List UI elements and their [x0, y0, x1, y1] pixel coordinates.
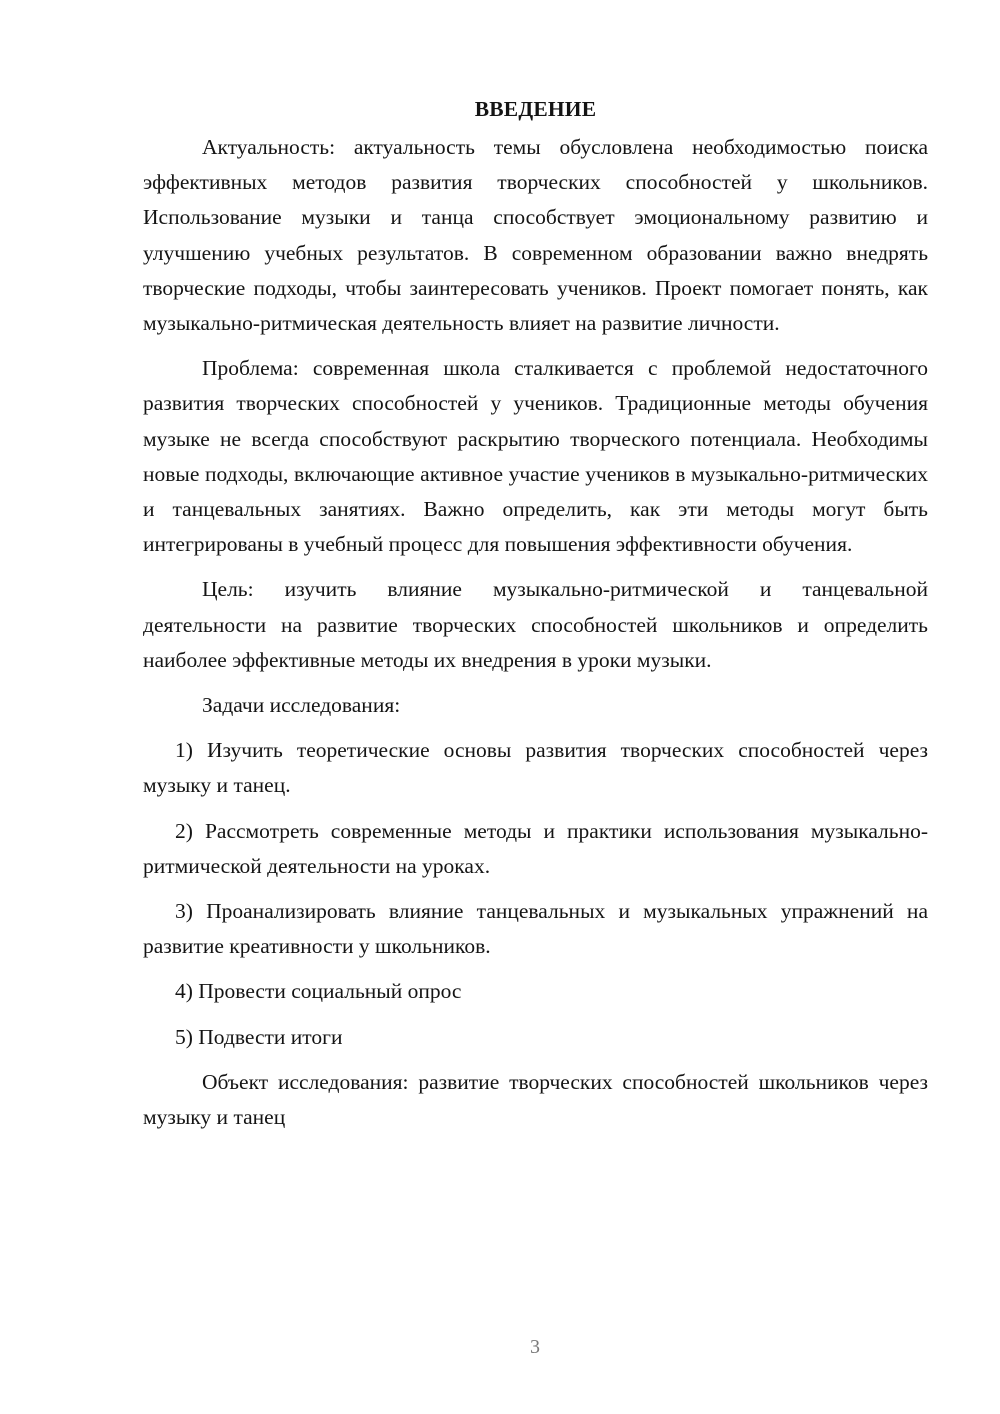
- page-title: ВВЕДЕНИЕ: [474, 97, 597, 121]
- task-item-1: 1) Изучить теоретические основы развития творческих способностей через музыку и танец.: [143, 738, 928, 798]
- paragraph-relevance: Актуальность: актуальность темы обусловлена необходимостью поиска эффективных методов развития творческих способностей у школьников. Использование музыки и танца способствует эмоциональному развитию и улучшению учебных результатов. В современном образовании важно внедрять творческие подходы, чтобы заинтересовать учеников. Проект помогает понять, как музыкально-ритмическая деятельность влияет на развитие личности.: [143, 135, 928, 336]
- task-item-3: 3) Проанализировать влияние танцевальных и музыкальных упражнений на развитие креативности у школьников.: [143, 899, 928, 959]
- paragraph-tasks-heading: Задачи исследования:: [202, 693, 401, 718]
- paragraph-goal: Цель: изучить влияние музыкально-ритмической и танцевальной деятельности на развитие творческих способностей школьников и определить наиболее эффективные методы их внедрения в уроки музыки.: [143, 577, 928, 672]
- paragraph-problem: Проблема: современная школа сталкивается с проблемой недостаточного развития творческих способностей у учеников. Традиционные методы обучения музыке не всегда способствуют раскрытию творческого потенциала. Необходимы новые подходы, включающие активное участие учеников в музыкально-ритмических и танцевальных занятиях. Важно определить, как эти методы могут быть интегрированы в учебный процесс для повышения эффективности обучения.: [143, 356, 928, 557]
- task-item-4: 4) Провести социальный опрос: [175, 979, 462, 1004]
- paragraph-object: Объект исследования: развитие творческих способностей школьников через музыку и танец: [143, 1069, 928, 1130]
- page-content: [143, 92, 928, 1145]
- task-item-2: 2) Рассмотреть современные методы и практики использования музыкально-ритмической деятельности на уроках.: [143, 818, 928, 878]
- page-number: 3: [530, 1336, 540, 1358]
- task-item-5: 5) Подвести итоги: [175, 1024, 343, 1049]
